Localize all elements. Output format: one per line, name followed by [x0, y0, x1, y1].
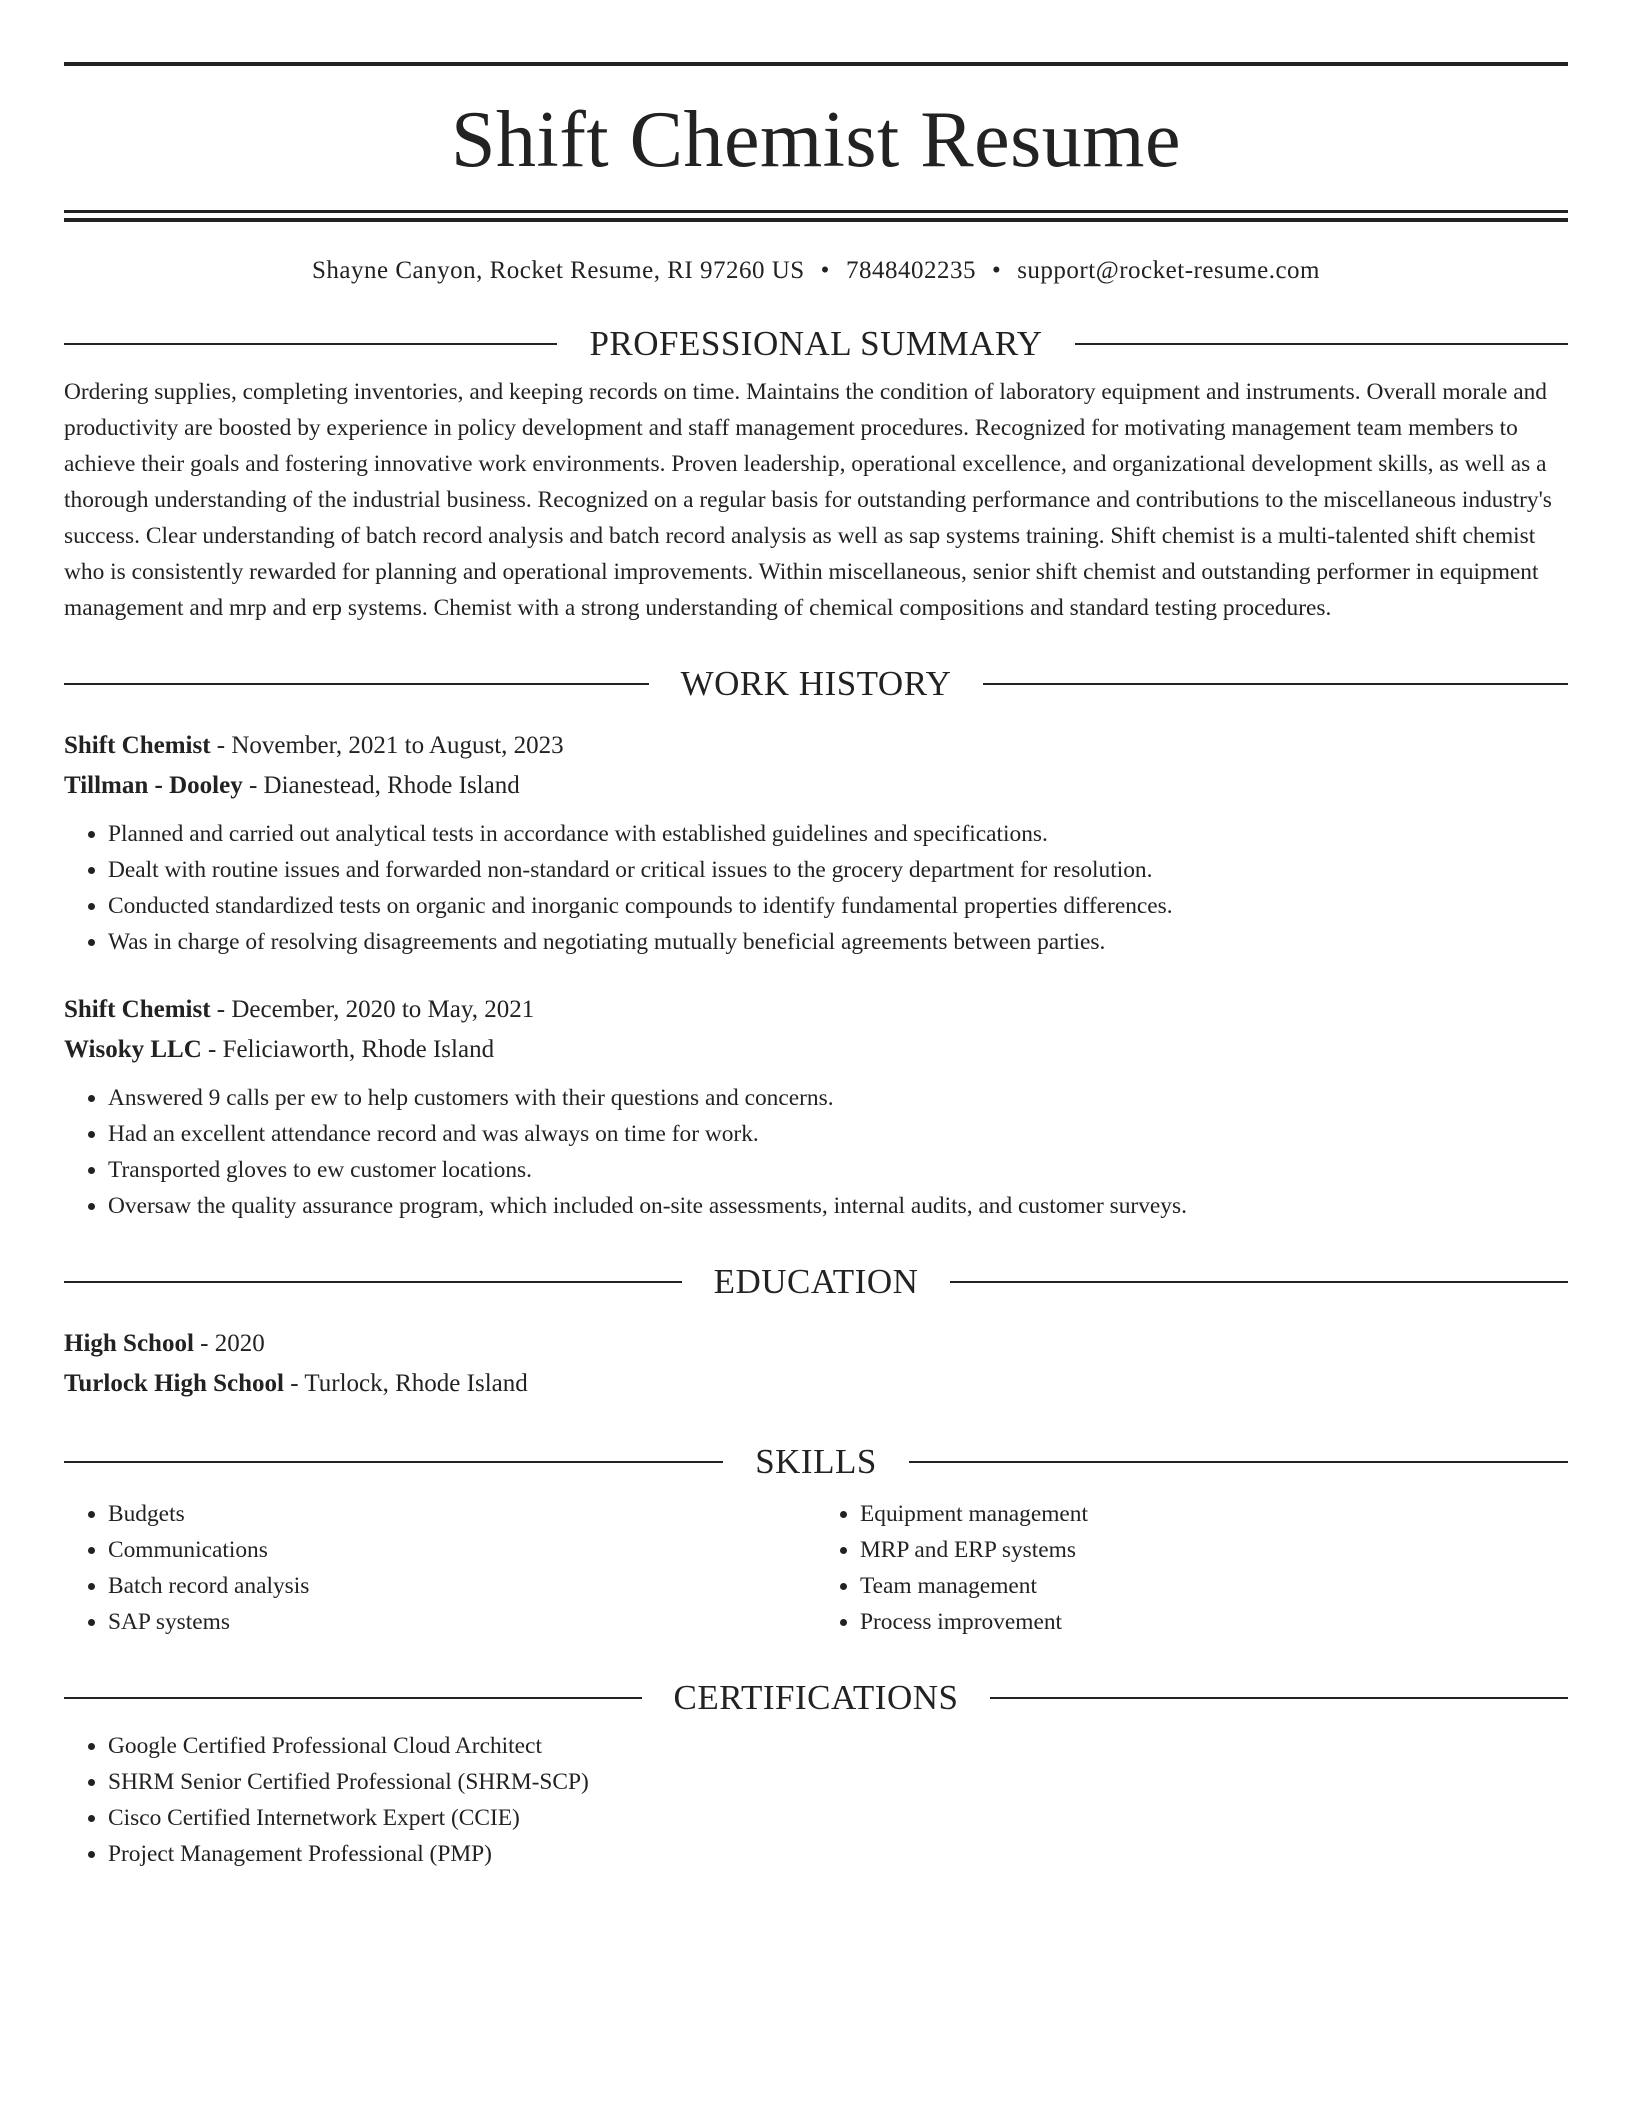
education-school-line [64, 1364, 1568, 1404]
contact-separator: • [820, 257, 830, 284]
list-item: • Dealt with routine issues and forwarded non-standard or critical issues to the grocery department for resolution. [108, 852, 1568, 888]
skill-item: • Equipment management [860, 1496, 1568, 1532]
list-item: • Had an excellent attendance record and was always on time for work. [108, 1116, 1568, 1152]
list-item: • Oversaw the quality assurance program, which included on-site assessments, internal audits, and customer surveys. [108, 1188, 1568, 1224]
section-heading-skills [64, 1442, 1568, 1482]
page-title: Shift Chemist Resume [451, 96, 1181, 184]
section-title: CERTIFICATIONS [673, 1678, 959, 1717]
list-item: • Answered 9 calls per ew to help customers with their questions and concerns. [108, 1080, 1568, 1116]
section-heading-certifications [64, 1678, 1568, 1718]
skill-item: • Communications [108, 1532, 816, 1568]
title-double-rule [64, 210, 1568, 222]
job-title: Shift Chemist [64, 996, 211, 1023]
education-year: - 2020 [193, 1330, 265, 1357]
skills-list-right [816, 1496, 1568, 1640]
skill-item: • Team management [860, 1568, 1568, 1604]
certification-item: • Project Management Professional (PMP) [108, 1836, 1568, 1872]
heading-rule [1075, 343, 1568, 345]
heading-rule [64, 1281, 682, 1283]
skill-item: • Budgets [108, 1496, 816, 1532]
job-location: - Feliciaworth, Rhode Island [201, 1036, 495, 1063]
job-title-line [64, 726, 1568, 766]
section-title: PROFESSIONAL SUMMARY [589, 324, 1043, 363]
heading-rule [990, 1697, 1568, 1699]
skill-item: • MRP and ERP systems [860, 1532, 1568, 1568]
contact-email: support@rocket-resume.com [1017, 257, 1320, 284]
certification-item: • SHRM Senior Certified Professional (SHRM-SCP) [108, 1764, 1568, 1800]
certification-item: • Google Certified Professional Cloud Architect [108, 1728, 1568, 1764]
education-degree-line [64, 1324, 1568, 1364]
skill-item: • Batch record analysis [108, 1568, 816, 1604]
section-heading-summary [64, 324, 1568, 364]
job-location: - Dianestead, Rhode Island [242, 772, 520, 799]
education-degree: High School [64, 1330, 194, 1357]
heading-rule [909, 1461, 1568, 1463]
contact-address: Shayne Canyon, Rocket Resume, RI 97260 US [311, 257, 805, 284]
contact-phone: 7848402235 [845, 257, 976, 284]
job-company-line [64, 766, 1568, 806]
heading-rule [64, 1461, 723, 1463]
contact-line [64, 256, 1568, 286]
job-dates: - November, 2021 to August, 2023 [210, 732, 564, 759]
summary-paragraph: Ordering supplies, completing inventories, and keeping records on time. Maintains the condition of laboratory equipment and instruments. Overall morale and productivity are boosted by experience in policy development and staff management procedures. Recognized for motivating management team members to achieve their goals and fostering innovative work environments. Proven leadership, operational excellence, and organizational development skills, as well as a thorough understanding of the industrial business. Recognized on a regular basis for outstanding performance and contributions to the miscellaneous industry's success. Clear understanding of batch record analysis and batch record analysis as well as sap systems training. Shift chemist is a multi-talented shift chemist who is consistently rewarded for planning and operational improvements. Within miscellaneous, senior shift chemist and outstanding performer in equipment management and mrp and erp systems. Chemist with a strong understanding of chemical compositions and standard testing procedures. [64, 379, 1552, 621]
list-item: • Planned and carried out analytical tests in accordance with established guidelines and specifications. [108, 816, 1568, 852]
skill-item: • Process improvement [860, 1604, 1568, 1640]
job-company: Wisoky LLC [64, 1036, 202, 1063]
section-title: WORK HISTORY [680, 664, 952, 703]
heading-rule [64, 343, 557, 345]
section-title: EDUCATION [713, 1262, 919, 1301]
education-entry [64, 1324, 1568, 1404]
job-company: Tillman - Dooley [64, 772, 243, 799]
job-dates: - December, 2020 to May, 2021 [210, 996, 535, 1023]
job-entry [64, 726, 1568, 960]
heading-rule [950, 1281, 1568, 1283]
section-title: SKILLS [755, 1442, 877, 1481]
job-company-line [64, 1030, 1568, 1070]
job-duties-list [64, 1080, 1568, 1224]
heading-rule [64, 683, 649, 685]
skills-list-left [64, 1496, 816, 1640]
education-location: - Turlock, Rhode Island [283, 1370, 528, 1397]
skill-item: • SAP systems [108, 1604, 816, 1640]
skills-columns [64, 1496, 1568, 1640]
contact-separator: • [991, 257, 1002, 284]
list-item: • Was in charge of resolving disagreements and negotiating mutually beneficial agreements between parties. [108, 924, 1568, 960]
job-title-line [64, 990, 1568, 1030]
section-heading-work-history [64, 664, 1568, 704]
section-heading-education [64, 1262, 1568, 1302]
education-school: Turlock High School [64, 1370, 284, 1397]
list-item: • Transported gloves to ew customer locations. [108, 1152, 1568, 1188]
job-duties-list [64, 816, 1568, 960]
heading-rule [983, 683, 1568, 685]
top-rule [64, 62, 1568, 66]
certifications-list [64, 1728, 1568, 1872]
list-item: • Conducted standardized tests on organic and inorganic compounds to identify fundamental properties differences. [108, 888, 1568, 924]
job-entry [64, 990, 1568, 1224]
certification-item: • Cisco Certified Internetwork Expert (CCIE) [108, 1800, 1568, 1836]
job-title: Shift Chemist [64, 732, 211, 759]
heading-rule [64, 1697, 642, 1699]
